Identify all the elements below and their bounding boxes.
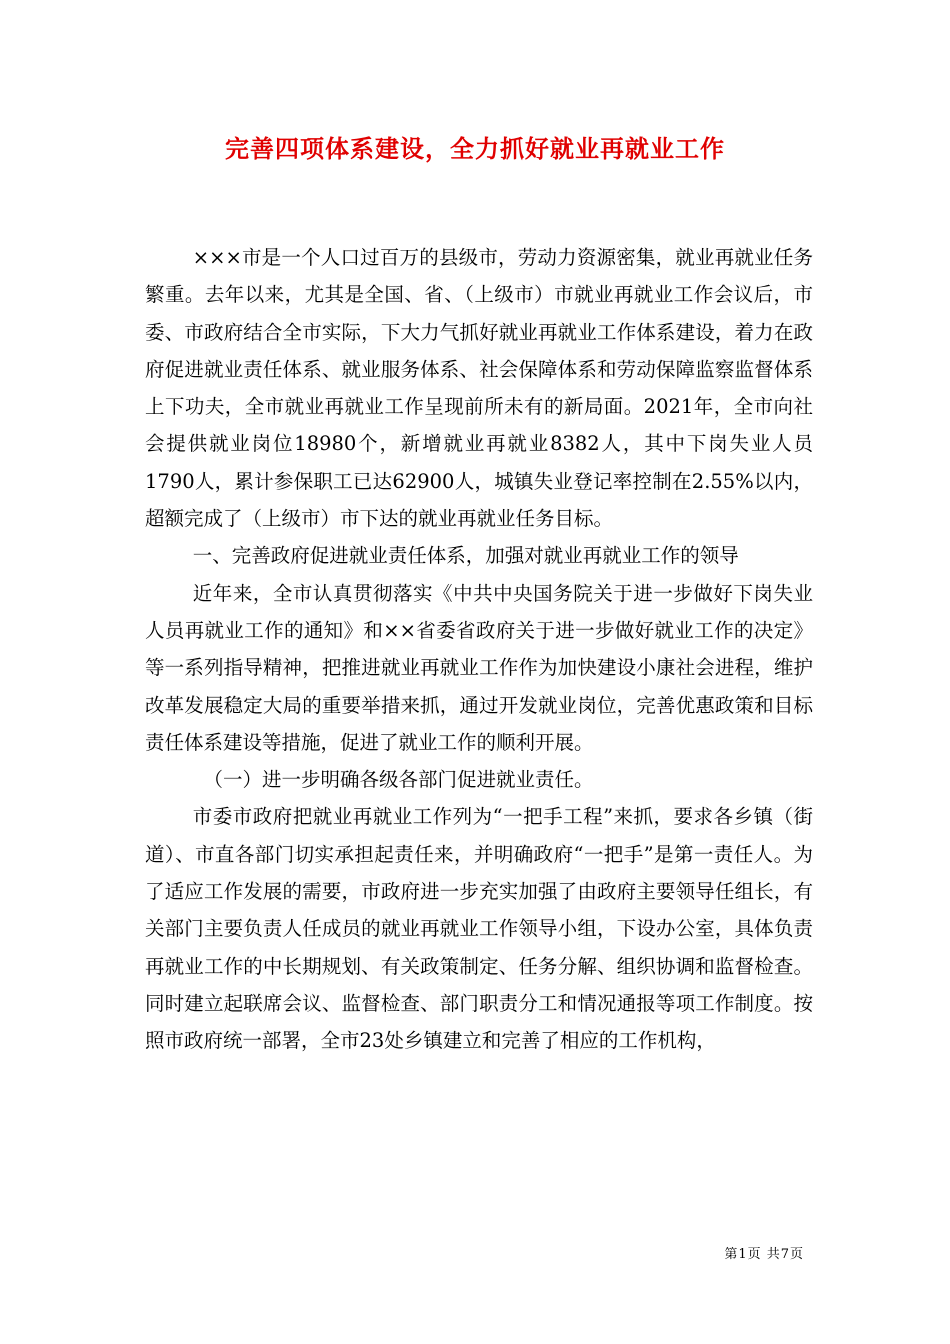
paragraph-sub-1: 市委市政府把就业再就业工作列为“一把手工程”来抓，要求各乡镇（街道）、市直各部门切实承担起责任来，并明确政府“一把手”是第一责任人。为了适应工作发展的需要，市政府进一步充实加强了由政府主要领导任组长，有关部门主要负责人任成员的就业再就业工作领导小组，下设办公室，具体负责再就业工作的中长期规划、有关政策制定、任务分解、组织协调和监督检查。同时建立起联席会议、监督检查、部门职责分工和情况通报等项工作制度。按照市政府统一部署，全市23处乡镇建立和完善了相应的工作机构， bbox=[145, 805, 813, 1053]
paragraph-section-1: 近年来，全市认真贯彻落实《中共中央国务院关于进一步做好下岗失业人员再就业工作的通知》和××省委省政府关于进一步做好就业工作的决定》等一系列指导精神，把推进就业再就业工作作为加快建设小康社会进程，维护改革发展稳定大局的重要举措来抓，通过开发就业岗位，完善优惠政策和目标责任体系建设等措施，促进了就业工作的顺利开展。 bbox=[145, 581, 813, 754]
section-heading-1: 一、完善政府促进就业责任体系，加强对就业再就业工作的领导 bbox=[192, 544, 739, 568]
document-title: 完善四项体系建设，全力抓好就业再就业工作 bbox=[225, 134, 725, 163]
document-body bbox=[145, 239, 813, 1060]
sub-heading-1: （一）进一步明确各级各部门促进就业责任。 bbox=[203, 768, 594, 792]
page-number: 第1页 共7页 bbox=[724, 1247, 804, 1262]
paragraph-intro: ×××市是一个人口过百万的县级市，劳动力资源密集，就业再就业任务繁重。去年以来，尤其是全国、省、（上级市）市就业再就业工作会议后，市委、市政府结合全市实际，下大力气抓好就业再就业工作体系建设，着力在政府促进就业责任体系、就业服务体系、社会保障体系和劳动保障监察监督体系上下功夫，全市就业再就业工作呈现前所未有的新局面。2021年，全市向社会提供就业岗位18980个，新增就业再就业8382人，其中下岗失业人员1790人，累计参保职工已达62900人，城镇失业登记率控制在2.55%以内，超额完成了（上级市）市下达的就业再就业任务目标。 bbox=[145, 246, 813, 531]
